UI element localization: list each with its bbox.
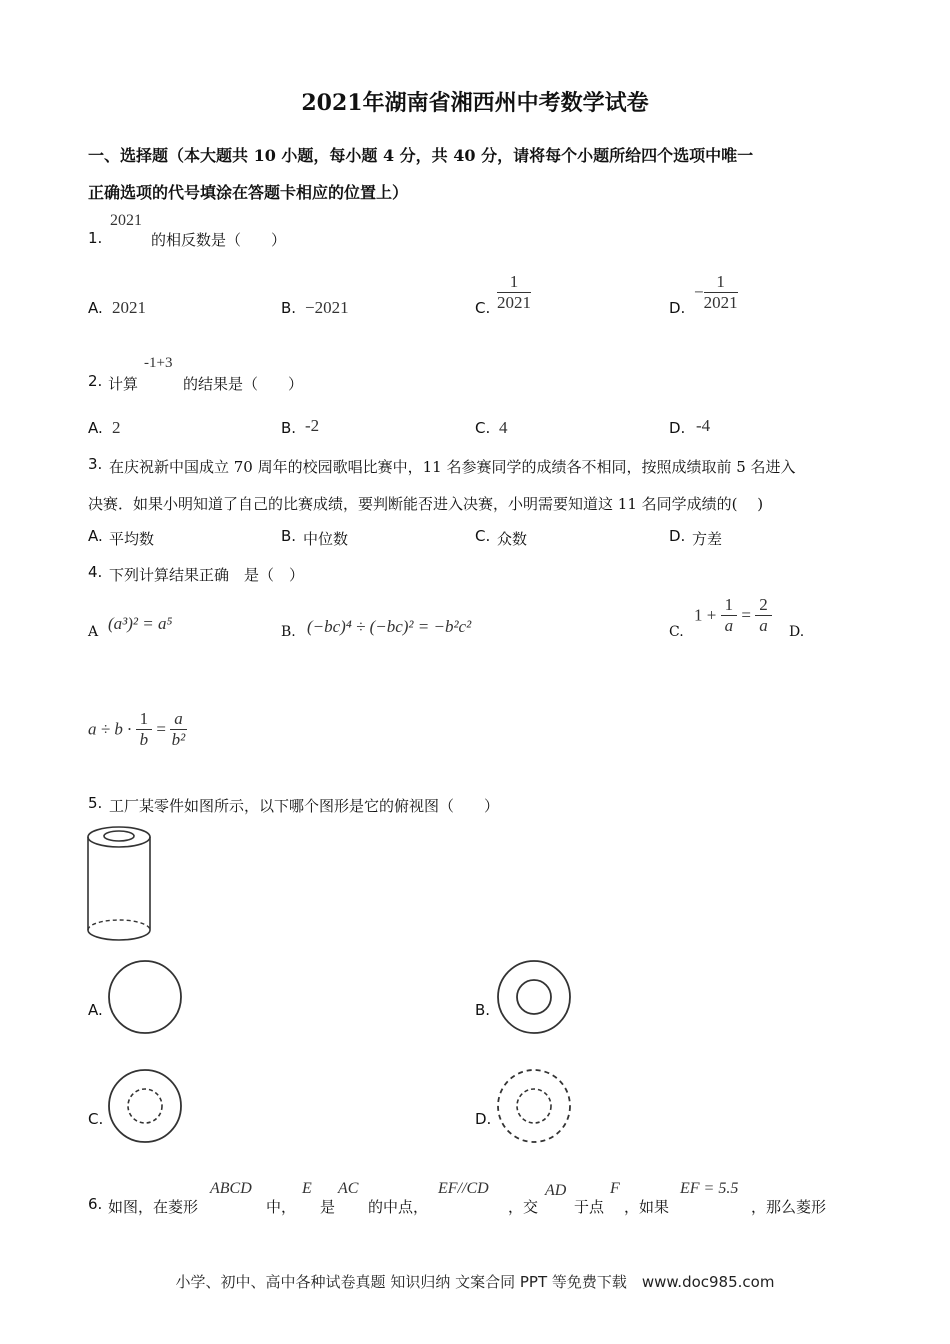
q2-option-b-label: B.	[281, 419, 297, 437]
q3-option-b-value: 中位数	[303, 530, 349, 548]
q4-option-c-pre: 1 +	[694, 605, 717, 625]
q4-option-c-label: C.	[669, 624, 684, 640]
q4-option-c-den2: a	[759, 616, 768, 635]
q3-option-b-label: B.	[281, 527, 297, 545]
q6-text-6: 于点	[574, 1198, 605, 1216]
q1-option-a-value: 2021	[112, 298, 146, 317]
q6-text-2: 中，	[266, 1198, 297, 1216]
q6-math-ef-parallel-cd: EF//CD	[438, 1180, 489, 1197]
q4-option-d-eq: =	[156, 719, 166, 739]
q1-option-c-fraction	[497, 272, 531, 313]
q6-math-ef-value: EF = 5.5	[680, 1180, 739, 1197]
q6-text-1: 如图，在菱形	[108, 1198, 199, 1216]
q2-pre: 计算	[108, 375, 139, 393]
q5-option-b-figure	[496, 960, 574, 1038]
q3-option-a-value: 平均数	[109, 530, 155, 548]
q5-number: 5.	[88, 794, 103, 812]
q4-option-d-pre: a ÷ b ·	[88, 719, 132, 739]
q1-stem: 的相反数是（ ）	[151, 231, 287, 249]
q3-number: 3.	[88, 455, 103, 473]
q1-option-d-fraction	[694, 272, 738, 313]
q4-option-c-den1: a	[724, 616, 734, 635]
q5-option-c-figure	[107, 1069, 185, 1147]
page-title: 2021年湖南省湘西州中考数学试卷	[301, 90, 649, 116]
q2-option-d-value: -4	[696, 416, 711, 435]
q6-math-f: F	[610, 1180, 620, 1197]
q4-option-c-eq: =	[741, 605, 751, 625]
q6-text-4: 的中点，	[368, 1198, 429, 1216]
q1-option-b-value: −2021	[305, 298, 349, 317]
section-heading-line1: 一、选择题（本大题共 10 小题，每小题 4 分，共 40 分，请将每个小题所给四个选项中唯一	[88, 146, 754, 165]
q4-option-c-expr	[694, 595, 772, 636]
q1-option-c-numerator: 1	[497, 272, 531, 293]
q5-option-b-label: B.	[475, 1001, 491, 1019]
q4-option-b-expr: (−bc)⁴ ÷ (−bc)² = −b²c²	[307, 617, 472, 636]
q2-stem: 的结果是（ ）	[183, 375, 304, 393]
q1-option-a-label: A.	[88, 299, 103, 317]
q5-option-c-label: C.	[88, 1110, 104, 1128]
q4-option-d-num1: 1	[136, 709, 153, 730]
q1-option-d-sign: −	[694, 282, 704, 302]
q1-option-b-label: B.	[281, 299, 297, 317]
q4-option-c-num1: 1	[721, 595, 738, 616]
q3-stem-line1: 在庆祝新中国成立 70 周年的校园歌唱比赛中，11 名参赛同学的成绩各不相同，按照成绩取前 5 名进入	[109, 458, 796, 476]
q1-option-d-denominator: 2021	[703, 293, 738, 312]
q2-option-c-label: C.	[475, 419, 491, 437]
q2-option-b-value: -2	[305, 416, 320, 435]
q5-option-d-label: D.	[475, 1110, 492, 1128]
q6-text-3: 是	[320, 1198, 336, 1216]
q5-cylinder-figure	[86, 825, 154, 943]
q5-stem: 工厂某零件如图所示，以下哪个图形是它的俯视图（ ）	[109, 797, 500, 815]
q4-option-d-num2: a	[170, 709, 187, 730]
q5-option-a-figure	[107, 960, 185, 1038]
q6-number: 6.	[88, 1195, 103, 1213]
q3-option-c-label: C.	[475, 527, 491, 545]
q1-option-d-numerator: 1	[704, 272, 738, 293]
q4-stem: 下列计算结果正确 是（ ）	[109, 566, 305, 584]
q3-stem-line2: 决赛．如果小明知道了自己的比赛成绩，要判断能否进入决赛，小明需要知道这 11 名同学成绩的( )	[88, 495, 764, 513]
q1-expression: 2021	[110, 212, 142, 229]
section-heading-line2: 正确选项的代号填涂在答题卡相应的位置上）	[88, 183, 409, 202]
q4-option-d-expr	[88, 709, 187, 750]
q6-math-ad: AD	[545, 1182, 567, 1199]
q4-option-d-den2: b²	[171, 730, 186, 749]
q6-math-abcd: ABCD	[210, 1180, 252, 1197]
q4-option-d-den1: b	[139, 730, 149, 749]
q3-option-d-label: D.	[669, 527, 686, 545]
q4-option-a-label: A	[88, 624, 99, 640]
q3-option-c-value: 众数	[497, 530, 528, 548]
q6-text-5: ，交	[508, 1198, 539, 1216]
q5-option-d-figure	[496, 1069, 574, 1147]
q4-number: 4.	[88, 563, 103, 581]
q1-number: 1.	[88, 229, 103, 247]
q2-number: 2.	[88, 372, 103, 390]
q2-option-a-label: A.	[88, 419, 103, 437]
q6-math-ac: AC	[338, 1180, 359, 1197]
q4-option-b-label: B.	[281, 624, 296, 640]
q4-option-c-num2: 2	[755, 595, 772, 616]
q3-option-d-value: 方差	[692, 530, 723, 548]
q1-option-d-label: D.	[669, 299, 686, 317]
q3-option-a-label: A.	[88, 527, 103, 545]
q1-option-c-label: C.	[475, 299, 491, 317]
q4-option-a-expr: (a³)² = a⁵	[108, 614, 173, 633]
q2-option-d-label: D.	[669, 419, 686, 437]
q2-option-a-value: 2	[112, 418, 121, 437]
q1-option-c-denominator: 2021	[497, 293, 531, 312]
page-footer: 小学、初中、高中各种试卷真题 知识归纳 文案合同 PPT 等免费下载 www.doc985.com	[175, 1273, 775, 1291]
q5-option-a-label: A.	[88, 1001, 103, 1019]
q2-option-c-value: 4	[499, 418, 508, 437]
q6-math-e: E	[302, 1180, 312, 1197]
q6-text-8: ，那么菱形	[751, 1198, 827, 1216]
q2-expression: -1+3	[144, 355, 173, 371]
q4-option-d-label: D.	[789, 624, 805, 640]
q6-text-7: ，如果	[624, 1198, 670, 1216]
